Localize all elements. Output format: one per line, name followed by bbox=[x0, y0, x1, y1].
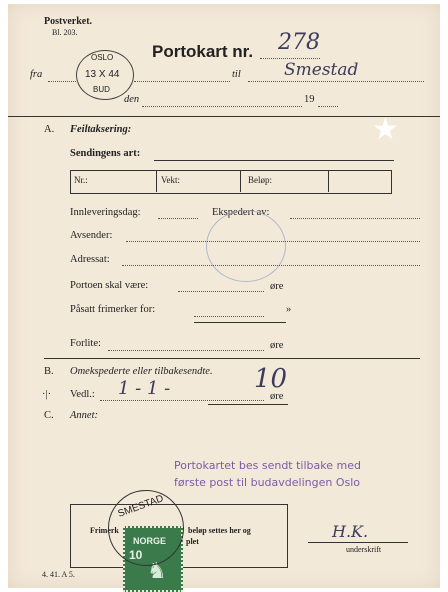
stamp-box-right-text-2: plet bbox=[186, 537, 199, 546]
section-c-letter: C. bbox=[44, 410, 54, 421]
ore-label-2: øre bbox=[270, 340, 284, 351]
blankett-number: Bl. 203. bbox=[52, 28, 78, 37]
postage-stamp: NORGE 10 ♞ bbox=[123, 526, 183, 592]
vekt-label: Vekt: bbox=[161, 175, 180, 185]
ore-label-3: øre bbox=[270, 391, 284, 402]
stamp-box-left-text: Frimerk bbox=[90, 526, 119, 535]
star-hole-icon: ★ bbox=[372, 113, 399, 146]
nr-vekt-belop-box bbox=[70, 170, 392, 194]
postmark-smestad: SMESTAD bbox=[108, 490, 184, 566]
portoen-label: Portoen skal være: bbox=[70, 280, 149, 291]
purple-stamp-line1: Portokartet bes sendt tilbake med bbox=[174, 459, 361, 472]
signature-initials: H.K. bbox=[332, 522, 369, 541]
purple-stamp-line2: første post til budavdelingen Oslo bbox=[174, 476, 361, 489]
forlite-label: Forlite: bbox=[70, 338, 101, 349]
signature-label: underskrift bbox=[346, 545, 382, 554]
footer-code: 4. 41. A 5. bbox=[42, 570, 75, 579]
til-label: til bbox=[232, 69, 241, 80]
den-label: den bbox=[124, 94, 140, 105]
vedl-amount: 10 bbox=[254, 364, 288, 394]
annet-label: Annet: bbox=[70, 410, 98, 421]
adressat-label: Adressat: bbox=[70, 254, 110, 265]
lion-icon: ♞ bbox=[147, 558, 167, 583]
vedl-label: Vedl.: bbox=[70, 389, 95, 400]
faint-postmark bbox=[206, 210, 286, 282]
quote-mark: » bbox=[286, 304, 292, 315]
belop-label: Beløp: bbox=[248, 175, 272, 185]
postmark-oslo: OSLO 13 X 44 BUD bbox=[76, 50, 134, 100]
ekspedert-av-label: Ekspedert av: bbox=[212, 207, 270, 218]
section-a-letter: A. bbox=[44, 124, 55, 135]
avsender-label: Avsender: bbox=[70, 230, 113, 241]
feiltaksering-label: Feiltaksering: bbox=[70, 124, 132, 135]
mark-label: ·|· bbox=[42, 389, 52, 400]
ore-label-1: øre bbox=[270, 281, 284, 292]
innleveringsdag-label: Innleveringsdag: bbox=[70, 207, 141, 218]
form-number: 278 bbox=[278, 30, 320, 55]
section-b-letter: B. bbox=[44, 366, 54, 377]
nr-label: Nr.: bbox=[74, 175, 88, 185]
pasatt-label: Påsatt frimerker for: bbox=[70, 304, 156, 315]
omekspederte-label: Omekspederte eller tilbakesendte. bbox=[70, 366, 213, 377]
fra-label: fra bbox=[30, 69, 43, 80]
stamp-box-right-text-1: beløp settes her og bbox=[188, 526, 251, 535]
sendingens-art-label: Sendingens art: bbox=[70, 148, 141, 159]
portokart-form bbox=[8, 4, 440, 588]
vedl-value: 1 - 1 - bbox=[118, 378, 171, 399]
postverket-label: Postverket. bbox=[44, 16, 93, 27]
til-value: Smestad bbox=[284, 60, 359, 80]
year-label: 19 bbox=[304, 94, 315, 105]
form-title: Portokart nr. bbox=[152, 42, 254, 61]
